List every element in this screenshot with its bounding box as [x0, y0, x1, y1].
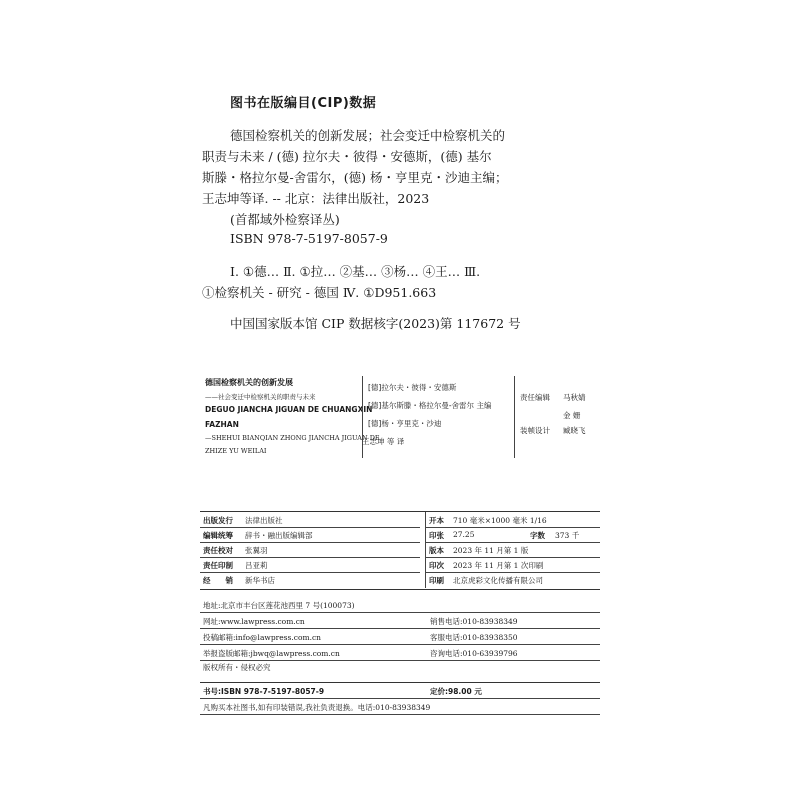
book-subtitle-cn: ——社会变迁中检察机关的职责与未来 [205, 393, 316, 401]
pub-value-distributor: 新华书店 [245, 576, 275, 585]
row-rule [426, 557, 600, 558]
editor-label: 责任编辑 [520, 393, 550, 402]
pub-label-publisher: 出版发行 [203, 516, 233, 525]
row-rule [426, 527, 600, 528]
pub-value-proofreader: 张翼羽 [245, 546, 268, 555]
pub-info-divider [425, 512, 426, 588]
book-subtitle-pinyin-1: —SHEHUI BIANQIAN ZHONG JIANCHA JIGUAN DE [205, 434, 380, 442]
book-title-cn: 德国检察机关的创新发展 [205, 377, 293, 387]
pub-value-format: 710 毫米×1000 毫米 1/16 [453, 516, 547, 525]
cip-line-2: 职责与未来 / (德) 拉尔夫・彼得・安德斯，(德) 基尔 [202, 149, 492, 164]
pub-value-publisher: 法律出版社 [245, 516, 283, 525]
pub-value-editorial: 辞书・融出版编辑部 [245, 531, 313, 540]
pub-label-impression: 印次 [429, 561, 444, 570]
pub-label-sheets: 印张 [429, 531, 444, 540]
cip-classification-2: ①检察机关 - 研究 - 德国 Ⅳ. ①D951.663 [202, 285, 437, 300]
author-2: [德]基尔斯滕・格拉尔曼-舍雷尔 主编 [368, 401, 492, 410]
pub-info-top-rule [200, 511, 600, 512]
footer-price: 定价:98.00 元 [430, 687, 482, 696]
contact-service-phone: 客服电话:010-83938350 [430, 633, 518, 642]
designer-name: 臧晓飞 [563, 426, 586, 435]
pub-label-edition: 版本 [429, 546, 444, 555]
row-rule [426, 572, 600, 573]
pub-label-proofreader: 责任校对 [203, 546, 233, 555]
row-rule [200, 542, 420, 543]
row-rule [200, 572, 420, 573]
editor-name-2: 金 姗 [563, 411, 581, 420]
footer-return-notice: 凡购买本社图书,如有印装错误,我社负责退换。电话:010-83938349 [203, 703, 431, 712]
pub-value-word-count: 373 千 [555, 531, 580, 540]
contact-website: 网址:www.lawpress.com.cn [203, 617, 305, 626]
author-3: [德]杨・亨里克・沙迪 [368, 419, 442, 428]
cip-heading: 图书在版编目(CIP)数据 [230, 96, 377, 111]
pub-label-printer: 印刷 [429, 576, 444, 585]
contact-rights-notice: 版权所有・侵权必究 [203, 663, 271, 672]
row-rule [200, 612, 600, 613]
cip-isbn: ISBN 978-7-5197-8057-9 [230, 231, 388, 246]
book-title-pinyin-1: DEGUO JIANCHA JIGUAN DE CHUANGXIN [205, 405, 373, 414]
pub-value-printing-supervisor: 吕亚莉 [245, 561, 268, 570]
footer-bottom-rule [200, 714, 600, 715]
pub-label-distributor: 经 销 [203, 576, 233, 585]
pub-value-printer: 北京虎彩文化传播有限公司 [453, 576, 543, 585]
cip-line-3: 斯滕・格拉尔曼-舍雷尔，(德) 杨・亨里克・沙迪主编； [202, 170, 508, 185]
footer-isbn: 书号:ISBN 978-7-5197-8057-9 [203, 687, 325, 696]
pub-info-bottom-rule [200, 589, 600, 590]
pub-label-word-count: 字数 [530, 531, 545, 540]
book-subtitle-pinyin-2: ZHIZE YU WEILAI [205, 447, 267, 455]
pub-label-format: 开本 [429, 516, 444, 525]
row-rule [200, 644, 600, 645]
divider-authors-editors [514, 376, 515, 458]
cip-record-number: 中国国家版本馆 CIP 数据核字(2023)第 117672 号 [230, 316, 521, 331]
pub-value-edition: 2023 年 11 月第 1 版 [453, 546, 529, 555]
book-title-pinyin-2: FAZHAN [205, 420, 239, 429]
editor-name-1: 马秋婧 [563, 393, 586, 402]
row-rule [200, 660, 600, 661]
row-rule [200, 628, 600, 629]
pub-label-printing-supervisor: 责任印制 [203, 561, 233, 570]
contact-report-email: 举报盗版邮箱:jbwq@lawpress.com.cn [203, 649, 340, 658]
row-rule [200, 557, 420, 558]
cip-line-4: 王志坤等译. -- 北京：法律出版社，2023 [202, 191, 430, 206]
pub-value-impression: 2023 年 11 月第 1 次印刷 [453, 561, 544, 570]
footer-top-rule [200, 682, 600, 683]
contact-consult-phone: 咨询电话:010-63939796 [430, 649, 518, 658]
pub-value-sheets: 27.25 [453, 530, 475, 539]
author-1: [德]拉尔夫・彼得・安德斯 [368, 383, 457, 392]
row-rule [200, 527, 420, 528]
row-rule [426, 542, 600, 543]
cip-line-1: 德国检察机关的创新发展；社会变迁中检察机关的 [230, 128, 506, 143]
cip-classification-1: Ⅰ. ①德… Ⅱ. ①拉… ②基… ③杨… ④王… Ⅲ. [230, 264, 481, 279]
designer-label: 装帧设计 [520, 426, 550, 435]
cip-series: (首都域外检察译丛) [230, 212, 340, 227]
contact-email: 投稿邮箱:info@lawpress.com.cn [203, 633, 321, 642]
contact-sales-phone: 销售电话:010-83938349 [430, 617, 518, 626]
translators: 王志坤 等 译 [362, 437, 405, 446]
pub-label-editorial: 编辑统筹 [203, 531, 233, 540]
contact-address: 地址:北京市丰台区莲花池西里 7 号(100073) [203, 601, 355, 610]
row-rule [200, 698, 600, 699]
